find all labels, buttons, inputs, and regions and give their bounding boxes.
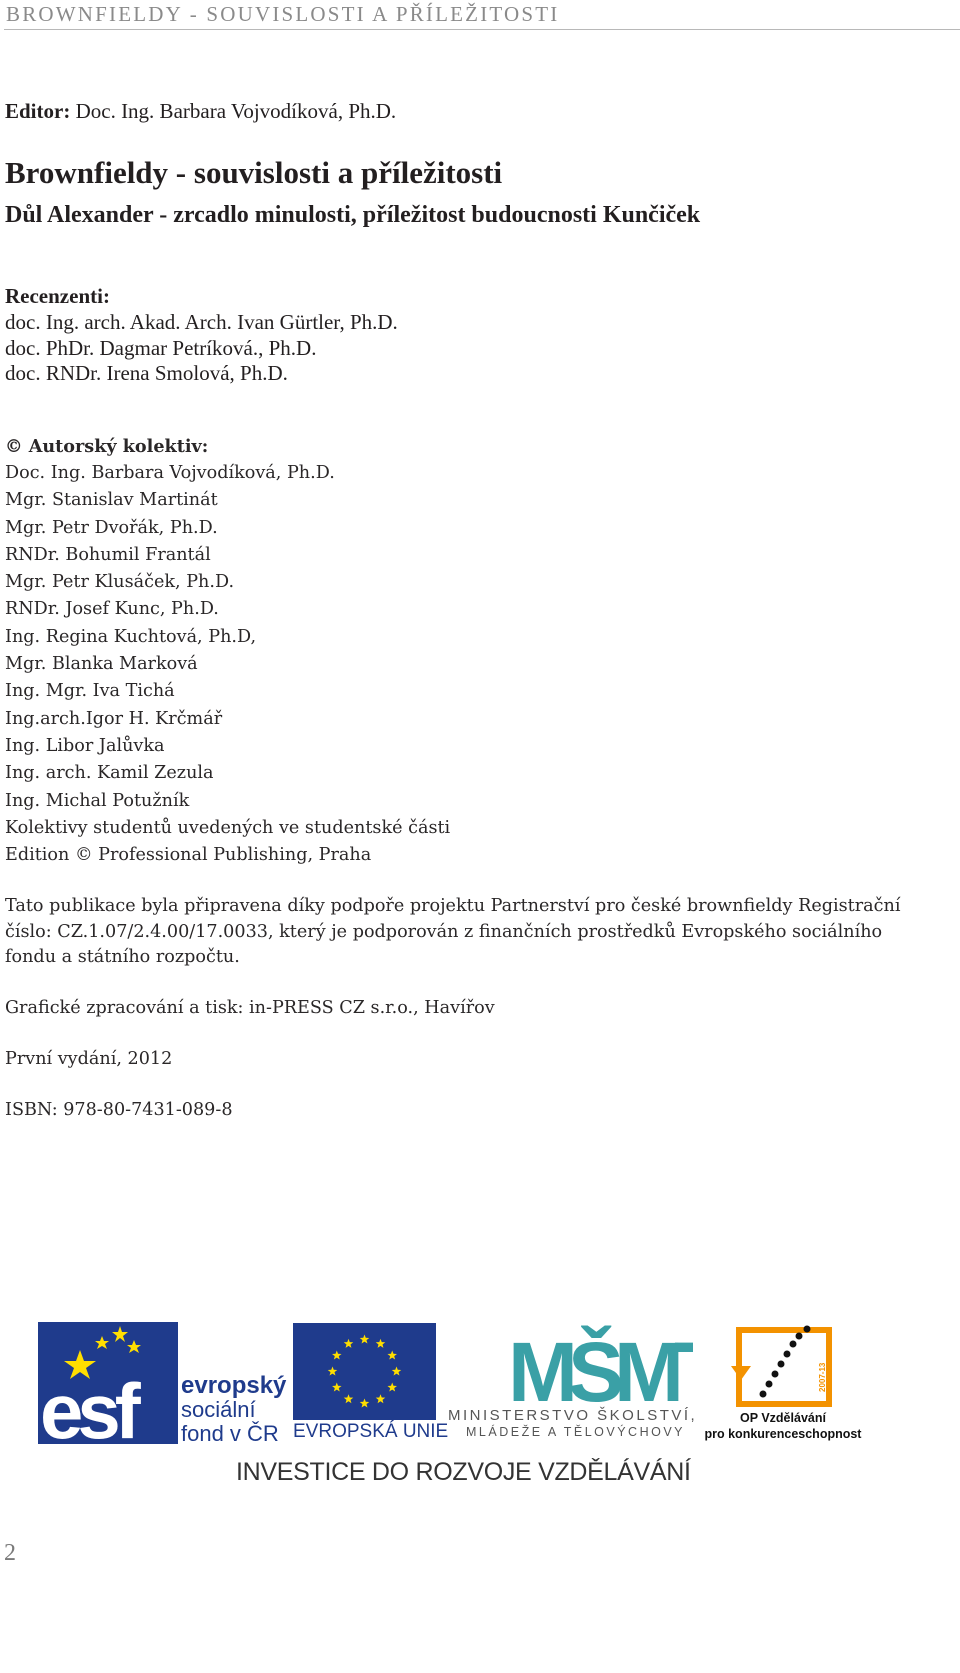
reviewers-label: Recenzenti: [5,284,110,308]
msmt-logo-icon [448,1323,693,1403]
author-name: Mgr. Petr Dvořák, Ph.D. [5,517,218,538]
author-name: Doc. Ing. Barbara Vojvodíková, Ph.D. [5,463,335,483]
eu-label: EVROPSKÁ UNIE [293,1421,449,1442]
msmt-line2: MLÁDEŽE A TĚLOVÝCHOVY [466,1425,685,1439]
first-edition-line: První vydání, 2012 [5,1049,173,1069]
book-title: Brownfieldy - souvislosti a příležitosti [5,155,503,190]
op-vk-logo [703,1322,863,1444]
authors-label: © Autorský kolektiv: [5,436,209,457]
svg-text:2007-13: 2007-13 [818,1362,827,1392]
svg-text:MŠMT: MŠM [508,1325,674,1403]
author-name: Mgr. Blanka Marková [5,654,198,675]
investice-slogan: INVESTICE DO ROZVOJE VZDĚLÁVÁNÍ [236,1458,691,1486]
msmt-logo [448,1323,698,1445]
header-rule [4,29,960,30]
op-vk-logo-icon [703,1322,863,1410]
running-head: BROWNFIELDY - SOUVISLOSTI A PŘÍLEŽITOSTI [6,2,560,26]
author-name: Ing. Regina Kuchtová, Ph.D, [5,626,257,647]
author-name: Ing. Libor Jalůvka [5,735,165,756]
author-name: RNDr. Josef Kunc, Ph.D. [5,599,219,620]
eu-logo [293,1323,449,1445]
eu-flag-icon [293,1323,436,1420]
page-number: 2 [4,1540,16,1566]
svg-text:esf: esf [40,1367,135,1444]
support-line: Tato publikace byla připravena díky podpoře projektu Partnerství pro české brownfieldy Registrační [5,896,901,916]
esf-logo [38,1322,288,1444]
esf-line2: sociální [181,1397,256,1422]
author-name: Ing. Michal Potužník [5,790,190,811]
reviewer-name: doc. Ing. arch. Akad. Arch. Ivan Gürtler, Ph.D. [5,310,398,334]
esf-line3: fond v ČR [181,1421,279,1446]
author-name: Mgr. Stanislav Martinát [5,490,218,511]
support-line: číslo: CZ.1.07/2.4.00/17.0033, který je podporován z finančních prostředků Evropského sociálního [5,922,883,942]
authors-list [5,460,450,842]
support-line: fondu a státního rozpočtu. [5,947,240,967]
isbn-line: ISBN: 978-80-7431-089-8 [5,1100,233,1120]
editor-label: Editor: [5,99,71,123]
esf-line1: evropský [181,1372,287,1399]
reviewers-list [5,309,398,386]
editor-name: Doc. Ing. Barbara Vojvodíková, Ph.D. [75,99,397,123]
author-name: RNDr. Bohumil Frantál [5,544,211,565]
reviewer-name: doc. RNDr. Irena Smolová, Ph.D. [5,361,288,385]
book-subtitle: Důl Alexander - zrcadlo minulosti, příležitost budoucnosti Kunčiček [5,202,701,228]
print-line: Grafické zpracování a tisk: in-PRESS CZ s.r.o., Havířov [5,998,495,1018]
editor-line [5,98,396,125]
edition-line: Edition © Professional Publishing, Praha [5,845,372,865]
author-name: Ing. Mgr. Iva Tichá [5,681,175,702]
esf-logo-icon [38,1322,178,1444]
author-name: Ing. arch. Kamil Zezula [5,763,214,784]
msmt-line1: MINISTERSTVO ŠKOLSTVÍ, [448,1407,698,1424]
op-line1: OP Vzdělávání [740,1411,826,1425]
reviewer-name: doc. PhDr. Dagmar Petríková., Ph.D. [5,335,317,360]
author-name: Ing.arch.Igor H. Krčmář [5,708,223,729]
author-name: Kolektivy studentů uvedených ve studentské části [5,817,451,838]
op-line2: pro konkurenceschopnost [704,1427,862,1441]
author-name: Mgr. Petr Klusáček, Ph.D. [5,572,235,593]
